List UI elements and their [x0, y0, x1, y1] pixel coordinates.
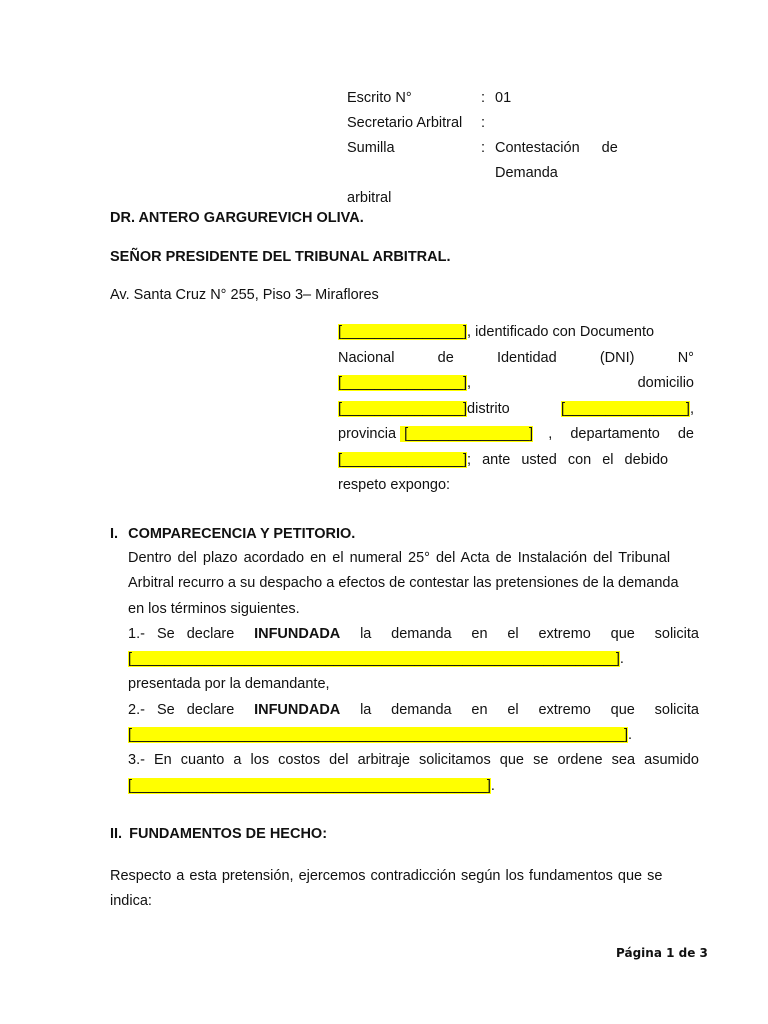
item-2-line: [128, 698, 699, 723]
blank-domicilio: [_______________]: [338, 400, 468, 417]
item-3-word: del: [329, 752, 349, 769]
intro-word: Nacional: [338, 349, 395, 366]
item-word: en: [471, 701, 488, 718]
item-word: que: [610, 701, 635, 718]
section-1-title: COMPARECENCIA Y PETITORIO.: [128, 526, 356, 542]
header-val: 01: [495, 90, 512, 106]
blank-dni: [_______________]: [338, 375, 468, 391]
section-2-title: FUNDAMENTOS DE HECHO:: [129, 826, 328, 842]
header-val-sumilla: [495, 136, 695, 186]
s2-line-2: indica:: [110, 893, 152, 909]
header-row-secretario: [347, 111, 695, 136]
blank-provincia: [400, 426, 533, 442]
intro-word: (DNI): [599, 349, 635, 366]
intro-word: domicilio: [637, 375, 694, 391]
header-key: Sumilla: [347, 140, 395, 156]
header-row-escrito: [347, 86, 695, 111]
blank-item-1: [____________________________________________________________]: [128, 651, 620, 668]
item-1-line: [128, 622, 699, 647]
item-3-word: los: [250, 752, 270, 769]
item-word: extremo: [538, 625, 591, 642]
intro-text: distrito: [467, 400, 510, 417]
item-2-blank-line: [128, 723, 699, 748]
s1-line-1: [128, 546, 699, 571]
intro-line-7: respeto expongo:: [338, 477, 451, 493]
item-2-infundada: INFUNDADA: [254, 701, 341, 718]
intro-word: de: [437, 349, 454, 366]
item-2-prefix: 2.- Se declare: [128, 701, 235, 718]
item-3-line: [128, 748, 699, 773]
item-word: que: [610, 625, 635, 642]
s2-line-1: [110, 864, 695, 889]
item-3-word: que: [499, 752, 524, 769]
blank-provincia-text: [_______________]: [404, 426, 534, 442]
section-1-number: I.: [110, 526, 119, 542]
s1-line-2: Arbitral recurro a su despacho a efectos de contestar las pretensiones de la demanda: [128, 575, 679, 592]
item-3-word: a: [233, 752, 242, 769]
blank-item-3: [____________________________________________]: [128, 777, 491, 794]
intro-text: , departamento de: [548, 426, 694, 442]
item-3-word: sea: [611, 752, 636, 769]
item-1-prefix: 1.- Se declare: [128, 625, 235, 642]
header-val: [495, 111, 695, 136]
item-1-tail: presentada por la demandante,: [128, 676, 330, 693]
s2-text: Respecto a esta pretensión, ejercemos contradicción según los fundamentos que se: [110, 868, 663, 884]
item-3-word: ordene: [557, 752, 603, 769]
item-word: en: [471, 625, 488, 642]
sumilla-continuation: arbitral: [347, 190, 392, 206]
intro-text: ; ante usted con el debido: [467, 451, 669, 468]
item-3-word: asumido: [644, 752, 699, 769]
intro-text: provincia: [338, 426, 397, 442]
addressee-name: DR. ANTERO GARGUREVICH OLIVA.: [110, 210, 364, 226]
section-2-heading: [110, 826, 327, 842]
header-sep: :: [481, 140, 486, 156]
item-word: extremo: [538, 701, 591, 718]
page-number: Página 1 de 3: [616, 946, 708, 960]
item-word: el: [507, 701, 519, 718]
s1-text: Dentro del plazo acordado en el numeral 25° del Acta de Instalación del Tribunal: [128, 550, 671, 566]
item-3-word: En: [153, 752, 172, 769]
intro-line-5: [338, 422, 694, 448]
intro-line-1: [338, 320, 694, 346]
item-3-word: solicitamos: [419, 752, 491, 769]
header-sep: :: [481, 115, 486, 131]
document-header: [347, 86, 695, 211]
blank-distrito: [_______________]: [560, 400, 690, 417]
section-1-heading: [110, 526, 355, 542]
item-word: demanda: [391, 625, 452, 642]
addressee-title: SEÑOR PRESIDENTE DEL TRIBUNAL ARBITRAL.: [110, 249, 451, 265]
blank-departamento: [_______________]: [338, 451, 468, 468]
blank-name: [_______________]: [338, 324, 468, 340]
period: .: [619, 651, 624, 668]
header-key: Secretario Arbitral: [347, 115, 463, 131]
intro-paragraph: [338, 320, 694, 499]
s1-line-3: en los términos siguientes.: [128, 600, 300, 617]
item-3-word: se: [533, 752, 549, 769]
item-3-word: arbitraje: [357, 752, 410, 769]
item-word: demanda: [391, 701, 452, 718]
item-3-word: cuanto: [180, 752, 225, 769]
intro-line-2: [338, 346, 694, 372]
section-2-body: [110, 864, 695, 914]
intro-text: ,: [467, 375, 472, 391]
item-word: solicita: [654, 701, 699, 718]
item-3-word: costos: [278, 752, 321, 769]
section-2-number: II.: [110, 826, 123, 842]
intro-word: Identidad: [496, 349, 557, 366]
intro-line-4: [338, 397, 694, 423]
intro-word: N°: [677, 349, 694, 366]
item-1-infundada: INFUNDADA: [254, 625, 341, 642]
intro-text: , identificado con Documento: [467, 324, 655, 340]
intro-text: ,: [689, 400, 694, 417]
intro-line-3: [338, 371, 694, 397]
item-word: solicita: [654, 625, 699, 642]
period: .: [490, 777, 495, 794]
item-word: la: [360, 625, 372, 642]
item-3-blank-line: [128, 774, 699, 799]
addressee-address: Av. Santa Cruz N° 255, Piso 3– Miraflores: [110, 287, 379, 303]
header-key: Escrito N°: [347, 90, 412, 106]
item-word: la: [360, 701, 372, 718]
item-word: el: [507, 625, 519, 642]
blank-item-2: [_____________________________________________________________]: [128, 727, 628, 744]
header-sep: :: [481, 90, 486, 106]
section-1-body: [128, 546, 699, 799]
header-row-sumilla: [347, 136, 695, 186]
sumilla-text: Contestación de Demanda: [495, 140, 618, 181]
intro-line-6: [338, 448, 694, 474]
item-1-blank-line: [128, 647, 699, 672]
item-3-word: 3.-: [128, 752, 145, 769]
period: .: [627, 727, 633, 744]
